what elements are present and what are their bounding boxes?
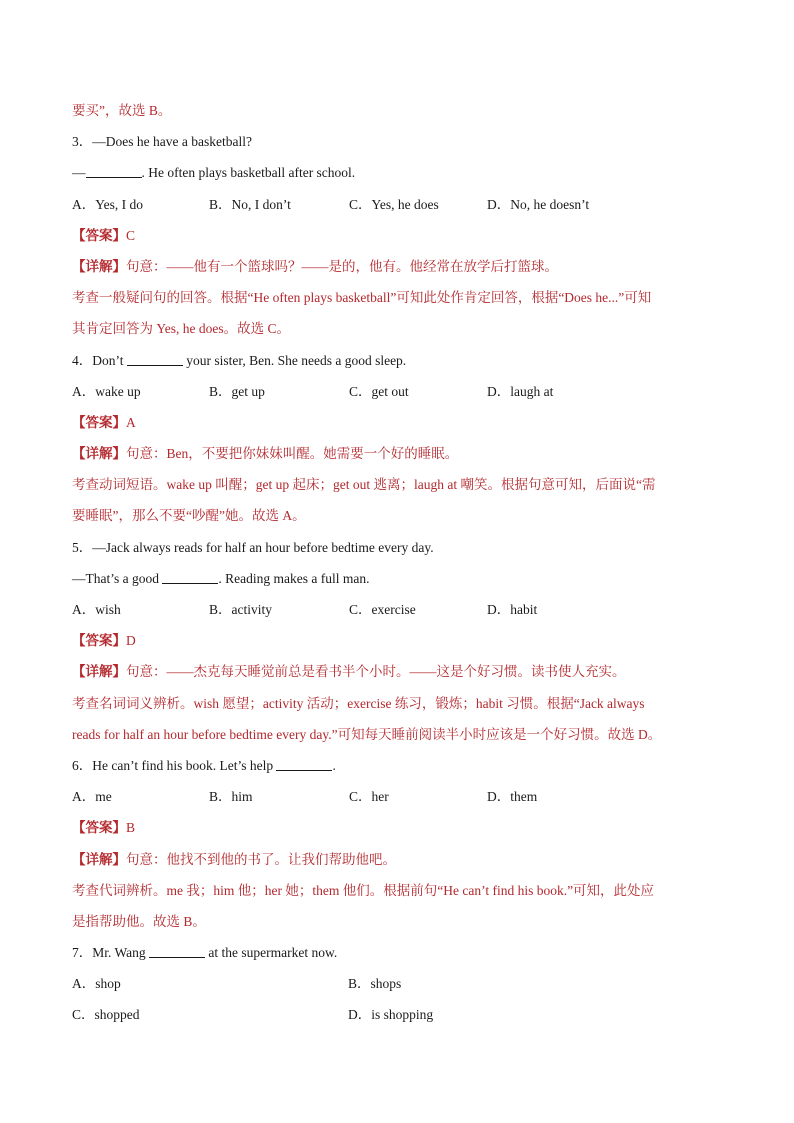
q3-detail-line2: 考查一般疑问句的回答。根据“He often plays basketball”可知此处作肯定回答，根据“Does he...”可知 (72, 290, 652, 306)
q6-options (72, 781, 722, 812)
q3-detail-text1: 句意：——他有一个篮球吗？——是的，他有。他经常在放学后打篮球。 (126, 258, 558, 274)
q6-detail-line3: 是指帮助他。故选 B。 (72, 913, 206, 929)
q5-detail-line2: 考查名词词义辨析。wish 愿望；activity 活动；exercise 练习，锻炼；habit 习惯。根据“Jack always (72, 695, 645, 711)
q3-response-rest: . He often plays basketball after school. (141, 165, 356, 181)
q4-answer (72, 407, 722, 438)
q3-blank (86, 163, 142, 178)
q6-stem (72, 750, 722, 781)
q5-option-d: D．habit (487, 602, 538, 617)
q3-response-line (72, 157, 722, 188)
q6-option-b: B．him (209, 789, 253, 805)
q6-option-d: D．them (487, 789, 538, 805)
q3-answer-value: C (126, 227, 136, 243)
document-page (72, 95, 722, 1031)
q3-dash: — (72, 165, 86, 181)
q5-option-b: B．activity (209, 602, 272, 617)
previous-explanation-tail: 要买”，故选 B。 (72, 103, 172, 118)
q3-option-b: B．No, I don’t (209, 196, 291, 212)
q5-response-rest: . Reading makes a full man. (218, 570, 370, 586)
q4-detail-line1 (72, 438, 722, 469)
q7-options-row1 (72, 968, 722, 999)
q5-response-line (72, 563, 722, 594)
q4-option-d: D．laugh at (487, 383, 554, 399)
q4-detail-line3: 要睡眠”，那么不要“吵醒”她。故选 A。 (72, 508, 306, 524)
q6-answer (72, 812, 722, 843)
q3-detail-line1 (72, 251, 722, 282)
q6-detail-line1 (72, 844, 722, 875)
q6-stem-end: . (332, 757, 336, 773)
q3-option-c: C．Yes, he does (349, 196, 439, 212)
q6-option-c: C．her (349, 789, 389, 805)
q6-answer-value: B (126, 820, 136, 836)
q3-answer-label: 【答案】 (72, 227, 126, 243)
q7-stem (72, 937, 722, 968)
q3-detail-line3: 其肯定回答为 Yes, he does。故选 C。 (72, 321, 291, 337)
q5-answer (72, 625, 722, 656)
q5-response-start: —That’s a good (72, 570, 163, 586)
q4-answer-label: 【答案】 (72, 414, 126, 430)
q5-option-a: A．wish (72, 602, 121, 617)
q5-options (72, 594, 722, 625)
q6-stem-start: 6．He can’t find his book. Let’s help (72, 757, 277, 773)
q4-options (72, 376, 722, 407)
q6-option-a: A．me (72, 789, 112, 805)
q4-blank (127, 351, 183, 366)
q4-answer-value: A (126, 414, 136, 430)
q7-option-d: D．is shopping (348, 1007, 434, 1023)
q4-option-b: B．get up (209, 383, 265, 399)
q7-stem-start: 7．Mr. Wang (72, 945, 150, 961)
q5-option-c: C．exercise (349, 602, 416, 617)
q3-option-d: D．No, he doesn’t (487, 196, 590, 212)
q7-options-row2 (72, 999, 722, 1030)
q3-options (72, 189, 722, 220)
q7-option-a: A．shop (72, 976, 121, 992)
q7-option-b: B．shops (348, 976, 402, 992)
q7-option-c: C．shopped (72, 1007, 140, 1023)
q4-option-c: C．get out (349, 383, 409, 399)
q4-stem-end: your sister, Ben. She needs a good sleep. (182, 352, 407, 368)
q6-answer-label: 【答案】 (72, 820, 126, 836)
q4-stem (72, 345, 722, 376)
q5-answer-value: D (126, 633, 136, 649)
q4-detail-label: 【详解】 (72, 446, 126, 462)
q4-option-a: A．wake up (72, 383, 141, 399)
q3-option-a: A．Yes, I do (72, 196, 144, 212)
q5-detail-line1 (72, 656, 722, 687)
q5-detail-label: 【详解】 (72, 664, 126, 680)
q5-detail-line3: reads for half an hour before bedtime every day.”可知每天睡前阅读半小时应该是一个好习惯。故选 D。 (72, 726, 662, 742)
q6-detail-line2: 考查代词辨析。me 我；him 他；her 她；them 他们。根据前句“He can’t find his book.”可知，此处应 (72, 882, 655, 898)
q5-answer-label: 【答案】 (72, 633, 126, 649)
q5-detail-text1: 句意：——杰克每天睡觉前总是看书半个小时。——这是个好习惯。读书使人充实。 (126, 664, 626, 680)
q5-blank (162, 569, 218, 584)
q3-answer (72, 220, 722, 251)
q4-stem-start: 4．Don’t (72, 352, 127, 368)
q3-stem: 3．—Does he have a basketball? (72, 134, 252, 150)
q6-blank (276, 756, 332, 771)
q5-stem: 5．—Jack always reads for half an hour before bedtime every day. (72, 539, 434, 555)
q6-detail-text1: 句意：他找不到他的书了。让我们帮助他吧。 (126, 851, 396, 867)
q4-detail-text1: 句意：Ben，不要把你妹妹叫醒。她需要一个好的睡眠。 (126, 446, 459, 462)
q7-stem-end: at the supermarket now. (205, 945, 338, 961)
q6-detail-label: 【详解】 (72, 851, 126, 867)
q3-detail-label: 【详解】 (72, 258, 126, 274)
q4-detail-line2: 考查动词短语。wake up 叫醒；get up 起床；get out 逃离；laugh at 嘲笑。根据句意可知，后面说“需 (72, 477, 656, 493)
q7-blank (149, 943, 205, 958)
